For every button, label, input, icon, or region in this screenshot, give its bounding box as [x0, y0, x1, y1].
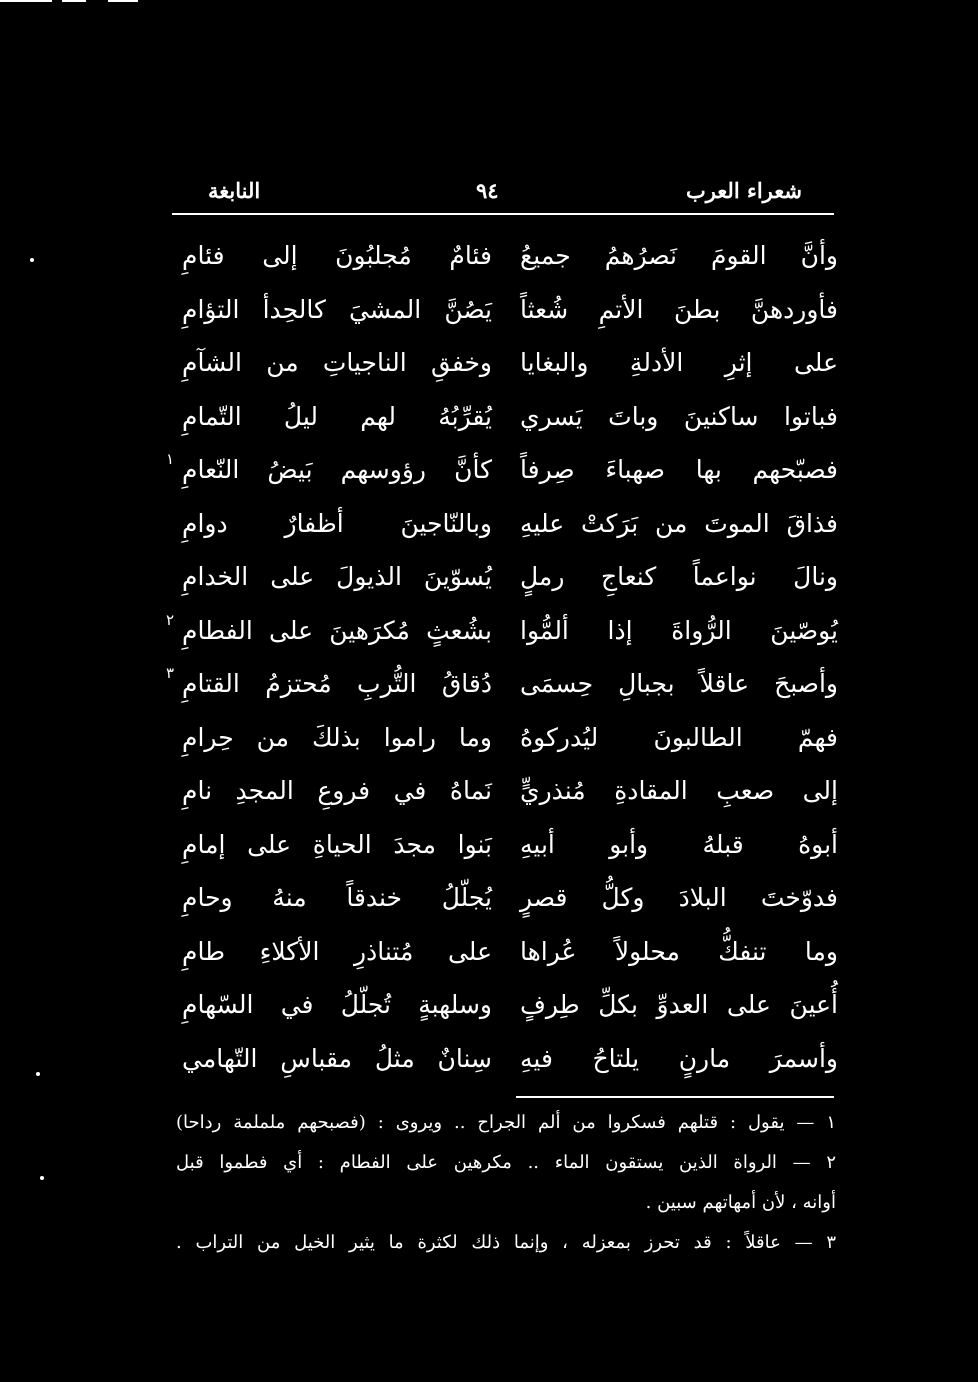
verse-line	[170, 339, 838, 393]
second-hemistich: وما راموا بذلكَ من حِرامِ	[182, 722, 492, 752]
first-hemistich: ونالَ نواعماً كنعاجِ رملٍ	[520, 562, 838, 591]
footnote-line: ١ — يقول : قتلهم فسكروا من ألم الجراح .. ويروى : (فصبحهم ململمة رداحا)	[176, 1112, 836, 1133]
scan-edge-mark	[0, 0, 52, 2]
running-header	[176, 178, 832, 208]
second-hemistich: فئامٌ مُجلبُونَ إلى فئامِ	[182, 241, 492, 270]
second-hemistich: سِنانٌ مثلُ مقباسِ التّهامي	[182, 1043, 492, 1073]
verse-line	[170, 821, 838, 875]
first-hemistich: فأوردهنَّ بطنَ الأتمِ شُعثاً	[520, 294, 838, 324]
footnote-marker: ٢	[166, 610, 175, 629]
verse-line	[170, 1035, 838, 1089]
scan-speck	[36, 1072, 40, 1076]
first-hemistich: فدوّختَ البلادَ وكلُّ قصرٍ	[520, 883, 838, 912]
verse-line	[166, 607, 838, 661]
second-hemistich: وسلهبةٍ تُجلّلُ في السّهامِ	[182, 990, 492, 1019]
first-hemistich: وأنَّ القومَ نَصرُهمُ جميعُ	[520, 241, 838, 270]
first-hemistich: وأسمرَ مارنٍ يلتاحُ فيهِ	[520, 1043, 838, 1073]
second-hemistich: نَماهُ في فروعِ المجدِ نامِ	[182, 776, 492, 805]
verse-line	[170, 232, 838, 286]
verse-line	[170, 393, 838, 447]
footnote-marker: ٣	[166, 664, 175, 682]
second-hemistich: كأنَّ رؤوسهم بَيضُ النّعامِ	[182, 455, 492, 484]
scan-edge-mark	[62, 0, 86, 2]
book-title: شعراء العرب	[685, 178, 802, 203]
second-hemistich: بشُعثٍ مُكرَهينَ على الفطامِ	[182, 615, 492, 645]
verse-line	[170, 553, 838, 607]
first-hemistich: فصبّحهم بها صهباءَ صِرفاً	[520, 455, 838, 484]
page-number: ٩٤	[476, 178, 499, 203]
first-hemistich: وأصبحَ عاقلاً بجبالِ حِسمَى	[520, 669, 838, 698]
poet-name: النابغة	[208, 178, 261, 203]
first-hemistich: فذاقَ الموتَ من بَرَكتْ عليهِ	[520, 508, 838, 538]
verse-line	[170, 286, 838, 340]
first-hemistich: فباتوا ساكنينَ وباتَ يَسري	[520, 401, 838, 431]
second-hemistich: دُقاقُ التُّربِ مُحتزمُ القتامِ	[182, 669, 492, 698]
first-hemistich: إلى صعبِ المقادةِ مُنذريٍّ	[520, 776, 838, 805]
footnote-line: ٢ — الرواة الذين يستقون الماء .. مكرهين على الفطام : أي فطموا قبل	[176, 1152, 836, 1173]
verse-line	[166, 446, 838, 500]
second-hemistich: وخفقِ الناجياتِ من الشآمِ	[182, 348, 492, 377]
first-hemistich: أُعينَ على العدوِّ بكلِّ طِرفٍ	[520, 990, 838, 1019]
second-hemistich: يُجلّلُ خندقاً منهُ وحامِ	[182, 883, 492, 912]
first-hemistich: يُوصّينَ الرُّواةَ إذا ألمُّوا	[520, 615, 838, 645]
first-hemistich: أبوهُ قبلهُ وأبو أبيهِ	[520, 829, 838, 859]
footnote-divider	[516, 1096, 834, 1098]
poem-body	[166, 232, 838, 1088]
second-hemistich: بَنوا مجدَ الحياةِ على إمامِ	[182, 829, 492, 859]
verse-line	[170, 874, 838, 928]
second-hemistich: وبالنّاجينَ أظفارٌ دوامِ	[182, 508, 492, 538]
footnotes	[176, 1104, 836, 1264]
verse-line	[170, 767, 838, 821]
scan-edge-mark	[108, 0, 138, 2]
second-hemistich: يَصُنَّ المشيَ كالحِدأ التؤامِ	[182, 294, 492, 324]
footnote-line: ٣ — عاقلاً : قد تحرز بمعزله ، وإنما ذلك لكثرة ما يثير الخيل من التراب .	[176, 1232, 836, 1253]
first-hemistich: على إثرِ الأدلةِ والبغايا	[520, 348, 838, 377]
first-hemistich: وما تنفكُّ محلولاً عُراها	[520, 936, 838, 966]
footnote-line: أوانه ، لأن أمهاتهم سبين .	[645, 1192, 836, 1213]
first-hemistich: فهمّ الطالبونَ ليُدركوهُ	[520, 722, 838, 752]
verse-line	[170, 928, 838, 982]
scan-speck	[30, 258, 34, 262]
second-hemistich: على مُتناذرِ الأكلاءِ طامِ	[182, 936, 492, 966]
second-hemistich: يُقرِّبُهُ لهم ليلُ التّمامِ	[182, 401, 492, 431]
verse-line	[170, 714, 838, 768]
verse-line	[166, 660, 838, 714]
header-divider	[172, 213, 834, 215]
footnote-marker: ١	[166, 450, 175, 468]
scan-speck	[40, 1176, 44, 1180]
second-hemistich: يُسوّينَ الذيولَ على الخدامِ	[182, 562, 492, 591]
verse-line	[170, 500, 838, 554]
verse-line	[170, 981, 838, 1035]
